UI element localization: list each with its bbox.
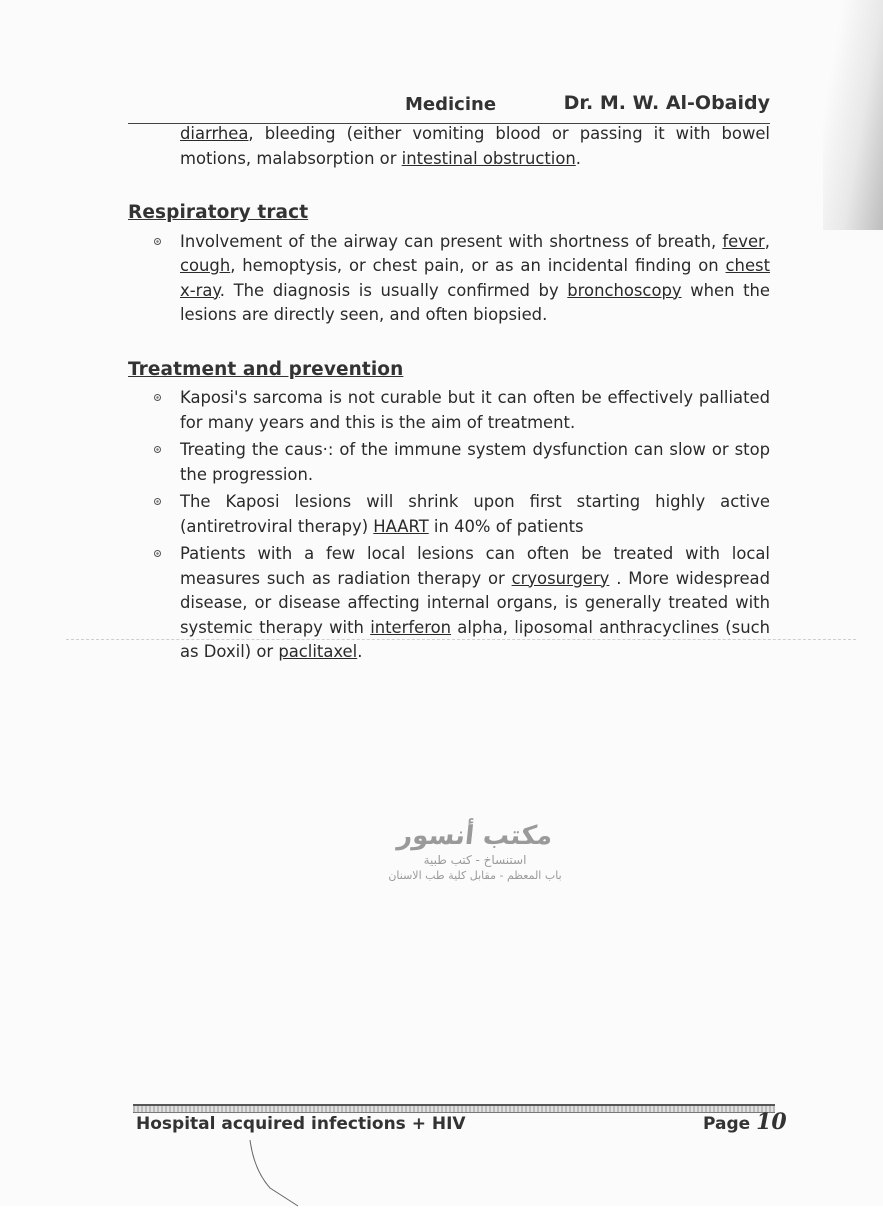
page-header [130, 92, 770, 120]
heading-treatment-prevention: Treatment and prevention [128, 358, 404, 380]
bullet-icon [154, 498, 161, 505]
header-subject: Medicine [405, 94, 497, 115]
page-content [128, 122, 770, 668]
link-bronchoscopy: bronchoscopy [567, 280, 682, 300]
stamp-line-3: باب المعظم - مقابل كلية طب الاسنان [388, 869, 562, 882]
list-item: Patients with a few local lesions can often be treated with local measures such as radiation therapy or cryosurgery . More widespread disease, or disease affecting internal organs, is generally treated with systemic therapy with interferon alpha, liposomal anthracyclines (such as Doxil) or paclitaxel. [128, 542, 770, 665]
stamp-line-1: مكتب أنسور [396, 821, 554, 851]
scan-artifact-line [240, 1140, 310, 1210]
page-label: Page [703, 1114, 757, 1134]
heading-respiratory-tract: Respiratory tract [128, 202, 309, 223]
footer-page [703, 1109, 787, 1135]
link-cough: cough [180, 256, 231, 275]
bullet-icon [154, 238, 161, 245]
page-number: 10 [756, 1109, 787, 1135]
respiratory-list [128, 230, 770, 328]
link-intestinal-obstruction: intestinal obstruction [401, 148, 576, 168]
footer-rule [133, 1104, 775, 1113]
link-interferon: interferon [370, 617, 452, 637]
list-item: Involvement of the airway can present with shortness of breath, fever, cough, hemoptysis, or chest pain, or as an incidental finding on chest x-ray. The diagnosis is usually confirmed by bronchoscopy when the lesions are directly seen, and often biopsied. [128, 230, 770, 328]
bullet-icon [154, 446, 161, 453]
page-corner-shadow [823, 0, 883, 230]
stamp-line-2: استنساخ - كتب طبية [423, 853, 527, 867]
list-item: Kaposi's sarcoma is not curable but it can often be effectively palliated for many years and this is the aim of treatment. [128, 386, 770, 435]
header-author: Dr. M. W. Al-Obaidy [563, 92, 770, 114]
link-diarrhea: diarrhea [180, 124, 249, 143]
link-chest-x-ray: chest x-ray [180, 256, 770, 300]
treatment-list [128, 386, 770, 665]
link-haart: HAART [373, 516, 429, 536]
link-fever: fever [722, 231, 765, 251]
bullet-icon [154, 394, 161, 401]
scan-dashed-line [66, 639, 856, 641]
shop-stamp [365, 820, 585, 900]
continuation-paragraph: diarrhea, bleeding (either vomiting blood or passing it with bowel motions, malabsorption or intestinal obstruction. [180, 124, 770, 168]
bullet-icon [154, 550, 161, 557]
link-paclitaxel: paclitaxel [278, 642, 358, 661]
list-item: The Kaposi lesions will shrink upon first starting highly active (antiretroviral therapy) HAART in 40% of patients [128, 490, 770, 539]
footer-title: Hospital acquired infections + HIV [136, 1114, 466, 1134]
link-cryosurgery: cryosurgery [511, 568, 610, 588]
list-item: Treating the caus·: of the immune system dysfunction can slow or stop the progression. [128, 438, 770, 487]
